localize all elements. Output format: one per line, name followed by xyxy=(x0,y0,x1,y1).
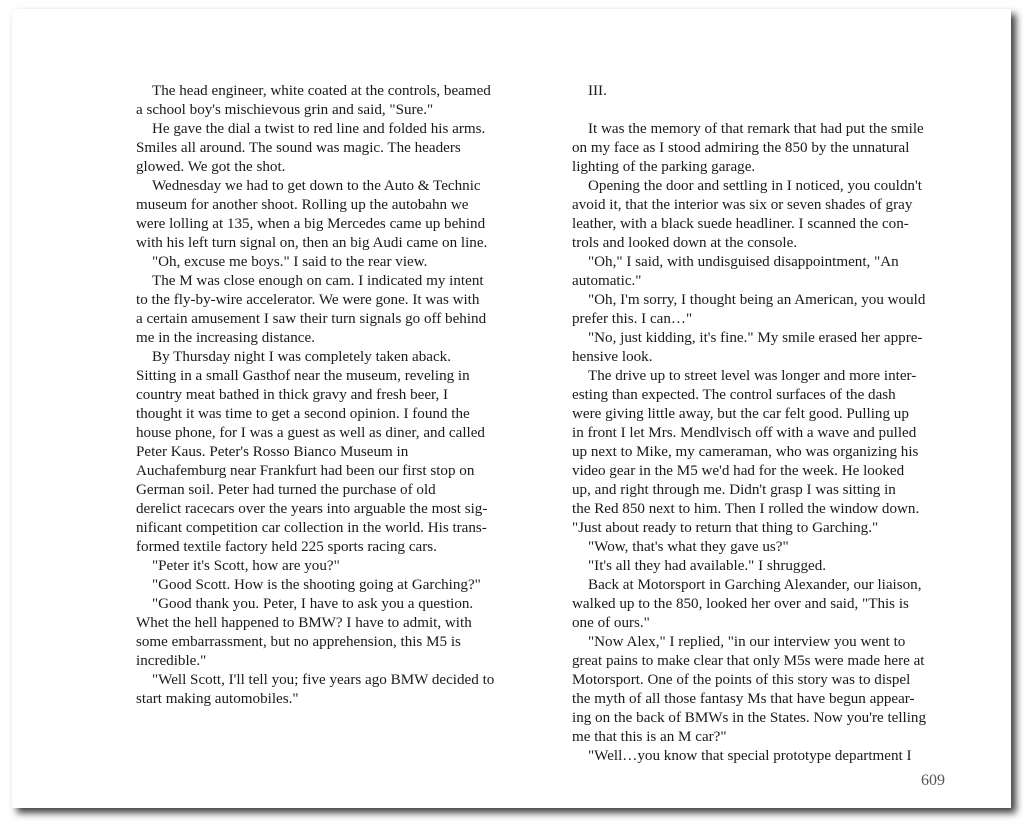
paragraph: "Oh, I'm sorry, I thought being an American, you would prefer this. I can…" xyxy=(572,292,926,327)
left-column xyxy=(136,82,536,709)
page-number: 609 xyxy=(921,772,945,789)
paragraph: Opening the door and settling in I noticed, you couldn't avoid it, that the interior was six or seven shades of gray leather, with a black suede headliner. I scanned the con- trols and looked down at the console. xyxy=(572,178,922,251)
paragraph: The head engineer, white coated at the controls, beamed a school boy's mischievous grin and said, "Sure." xyxy=(136,83,491,118)
paragraph: "Just about ready to return that thing to Garching." xyxy=(572,520,879,536)
book-page xyxy=(12,9,1011,808)
paragraph: "Good thank you. Peter, I have to ask you a question. Whet the hell happened to BMW? I have to admit, with some embarrassment, but no apprehension, this M5 is incredible." xyxy=(136,596,474,669)
section-spacer xyxy=(572,101,974,120)
paragraph: "No, just kidding, it's fine." My smile erased her appre- hensive look. xyxy=(572,330,923,365)
right-column xyxy=(572,82,974,766)
paragraph: The M was close enough on cam. I indicated my intent to the fly-by-wire accelerator. We were gone. It was with a certain amusement I saw their turn signals go off behind me in the increasing distance. xyxy=(136,273,487,346)
paragraph: By Thursday night I was completely taken aback. Sitting in a small Gasthof near the museum, reveling in country meat bathed in thick gravy and fresh beer, I thought it was time to get a second opinion. I found the house phone, for I was a guest as well as diner, and called Peter Kaus. Peter's Rosso Bianco Museum in Auchafemburg near Frankfurt had been our first stop on German soil. Peter had turned the purchase of old derelict racecars over the years into arguable the most sig- nificant competition car collection in the world. His trans- formed textile factory held 225 sports racing cars. xyxy=(136,349,488,555)
paragraph: Back at Motorsport in Garching Alexander, our liaison, walked up to the 850, looked her over and said, "This is one of ours." xyxy=(572,577,922,631)
paragraph: "Oh, excuse me boys." I said to the rear view. xyxy=(152,254,428,270)
paragraph: He gave the dial a twist to red line and folded his arms. Smiles all around. The sound was magic. The headers glowed. We got the shot. xyxy=(136,121,486,175)
paragraph: "Well Scott, I'll tell you; five years ago BMW decided to start making automobiles." xyxy=(136,672,495,707)
paragraph: "It's all they had available." I shrugged. xyxy=(588,558,827,574)
paragraph: "Peter it's Scott, how are you?" xyxy=(152,558,340,574)
paragraph: "Wow, that's what they gave us?" xyxy=(588,539,789,555)
paragraph: Wednesday we had to get down to the Auto & Technic museum for another shoot. Rolling up the autobahn we were lolling at 135, when a big Mercedes came up behind with his left turn signal on, then an big Audi came on line. xyxy=(136,178,488,251)
paragraph: The drive up to street level was longer and more inter- esting than expected. The control surfaces of the dash were giving little away, but the car felt good. Pulling up in front I let Mrs. Mendlvisch off with a wave and pulled up next to Mike, my cameraman, who was organizing his video gear in the M5 we'd had for the week. He looked up, and right through me. Didn't grasp I was sitting in the Red 850 next to him. Then I rolled the window down. xyxy=(572,368,920,517)
section-heading: III. xyxy=(588,83,607,99)
paragraph: "Now Alex," I replied, "in our interview you went to great pains to make clear that only M5s were made here at Motorsport. One of the points of this story was to dispel the myth of all those fantasy Ms that have begun appear- ing on the back of BMWs in the States. Now you're telling me that this is an M car?" xyxy=(572,634,927,745)
paragraph: "Good Scott. How is the shooting going at Garching?" xyxy=(152,577,481,593)
paragraph: "Well…you know that special prototype department I xyxy=(588,748,912,764)
paragraph: It was the memory of that remark that had put the smile on my face as I stood admiring the 850 by the unnatural lighting of the parking garage. xyxy=(572,121,924,175)
paragraph: "Oh," I said, with undisguised disappointment, "An automatic." xyxy=(572,254,899,289)
